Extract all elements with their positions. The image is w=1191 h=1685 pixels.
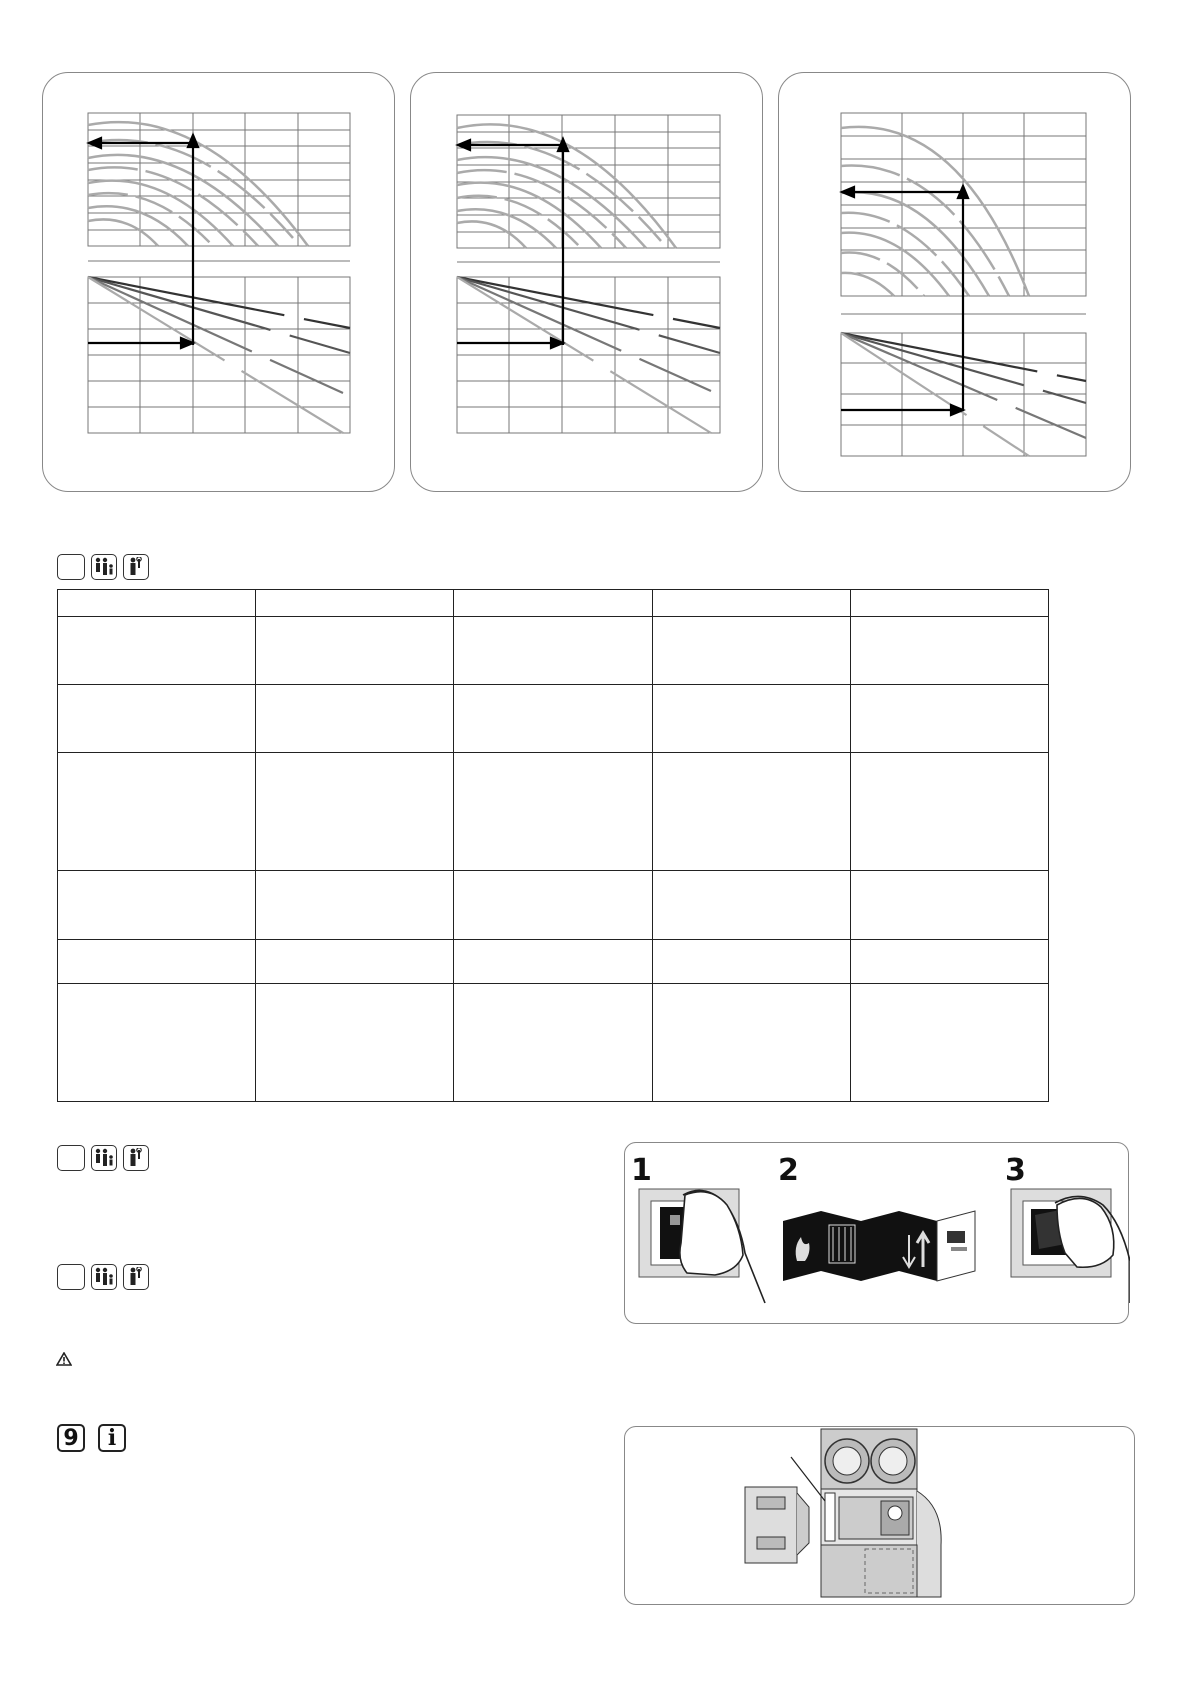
step-1-illustration <box>639 1189 765 1303</box>
table-cell <box>58 617 256 685</box>
table-cell <box>58 590 256 617</box>
table-row <box>58 617 1049 685</box>
table-cell <box>652 940 850 984</box>
device-front-illustration <box>625 1427 1136 1606</box>
table-cell <box>256 617 454 685</box>
table-cell <box>58 753 256 871</box>
step-number-1: 1 <box>631 1153 652 1188</box>
table-cell <box>256 590 454 617</box>
table-cell <box>256 984 454 1102</box>
section-number-9 <box>57 1424 85 1452</box>
insert-steps-illustration <box>625 1143 1130 1325</box>
step-number-2: 2 <box>778 1153 799 1188</box>
section-number-box <box>57 554 85 580</box>
table-row <box>58 984 1049 1102</box>
pump-curve-chart-2 <box>411 73 764 493</box>
pump-curve-chart-1 <box>43 73 396 493</box>
installer-icon <box>123 1264 149 1290</box>
pump-curve-chart-3 <box>779 73 1132 493</box>
family-icon <box>91 554 117 580</box>
table-cell <box>850 871 1048 940</box>
audience-icons-table <box>57 554 149 580</box>
insert-steps-panel <box>624 1142 1129 1324</box>
table-cell <box>652 984 850 1102</box>
table-cell <box>652 871 850 940</box>
table-cell <box>256 871 454 940</box>
table-cell <box>652 617 850 685</box>
table-cell <box>454 685 652 753</box>
table-cell <box>454 940 652 984</box>
table-cell <box>58 871 256 940</box>
table-cell <box>850 617 1048 685</box>
table-row <box>58 871 1049 940</box>
table-cell <box>454 753 652 871</box>
table-cell <box>58 685 256 753</box>
family-icon <box>91 1264 117 1290</box>
step-2-illustration <box>783 1211 975 1281</box>
table-cell <box>850 984 1048 1102</box>
table-row <box>58 685 1049 753</box>
table-cell <box>850 753 1048 871</box>
table-cell <box>58 984 256 1102</box>
table-header-row <box>58 590 1049 617</box>
audience-icons-section-a <box>57 1145 149 1171</box>
table-cell <box>652 590 850 617</box>
table-cell <box>58 940 256 984</box>
table-cell <box>850 940 1048 984</box>
table-row <box>58 940 1049 984</box>
pump-chart-panel-2 <box>410 72 763 492</box>
table-cell <box>256 753 454 871</box>
info-icon <box>98 1424 126 1452</box>
family-icon <box>91 1145 117 1171</box>
table-cell <box>652 753 850 871</box>
audience-icons-section-b <box>57 1264 149 1290</box>
device-illustration-panel <box>624 1426 1135 1605</box>
info-glyph: i <box>107 1425 117 1451</box>
table-cell <box>256 940 454 984</box>
table-cell <box>850 590 1048 617</box>
table-cell <box>454 590 652 617</box>
section-number-box <box>57 1264 85 1290</box>
table-cell <box>454 984 652 1102</box>
table-cell <box>652 685 850 753</box>
table-cell <box>850 685 1048 753</box>
pump-chart-panel-1 <box>42 72 395 492</box>
specs-table <box>57 589 1049 1102</box>
step-3-illustration <box>1011 1189 1130 1303</box>
installer-icon <box>123 554 149 580</box>
pump-chart-panel-3 <box>778 72 1131 492</box>
table-cell <box>256 685 454 753</box>
table-cell <box>454 617 652 685</box>
section-number-box <box>57 1145 85 1171</box>
table-cell <box>454 871 652 940</box>
table-row <box>58 753 1049 871</box>
section-number-label: 9 <box>63 1425 79 1451</box>
warning-icon <box>56 1352 72 1371</box>
step-number-3: 3 <box>1005 1153 1026 1188</box>
installer-icon <box>123 1145 149 1171</box>
